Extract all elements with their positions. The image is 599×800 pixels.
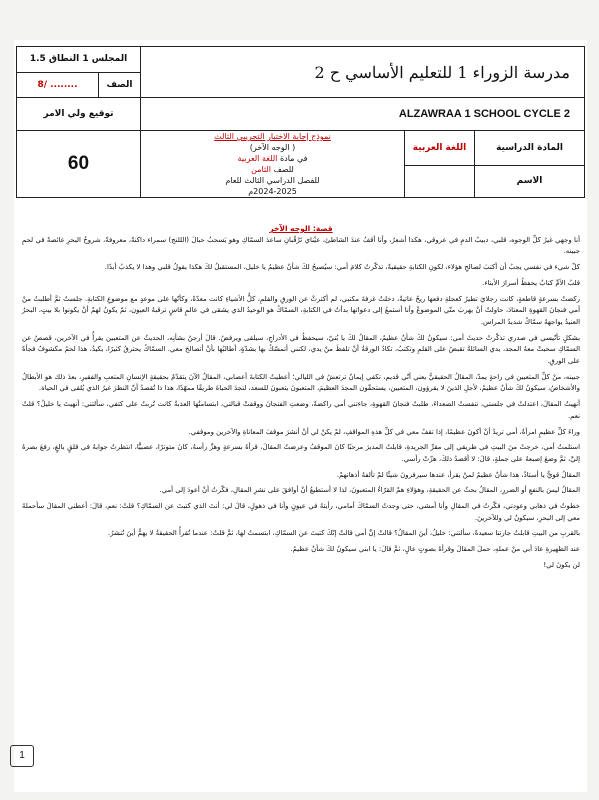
story-paragraph: أنا وجهي غيرُ كلِّ الوجوه، قلبي، دبيبُ الدمِ في عروقي، هكذا أشعرُ، وأنا أقفُ عندَ الشاطئ، عيْناي تَرْقُبانِ ساعدَ السمّاكِ وهو يَسحبُ حبالَ (الللنج) سمراء داكنةً، معروفةً، شروخُ البحرِ غائصةً في لحمِ جبينه. xyxy=(22,235,580,256)
page-number: 1 xyxy=(10,745,34,767)
story-paragraph: لن يكونَ لي! xyxy=(543,560,580,569)
school-name-en: ALZAWRAA 1 SCHOOL CYCLE 2 xyxy=(141,98,585,131)
story-paragraph: أنهيتُ المقالَ، اعتدلتُ في جلستي، تنفستُ الصعداءَ، طلبتُ فنجانَ القهوةِ، جاءتني أمي راكضةً، وضعتِ الفنجانَ ووقفتْ قبالتي، ابتسامتُها العذبةُ كانت تُربتُ على كتفي، سألتني: أنهيتَ يا خليلُ؟ قلتُ نعم. xyxy=(22,400,580,420)
council-cell xyxy=(17,47,141,73)
subject-value: اللغة العربية xyxy=(405,131,475,166)
story-paragraph: بشكلٍ تأنّيسي في صدري تذكّرتُ حديثَ أمي: سيكونُ لكَ شأنٌ عظيمٌ، المقالُ لكَ يا بُنيّ، سيحفظُ في الأدراجِ، سيلقى ويرفضُ. قالَ أرجنُ بشأنِه، الحديثُ عن المتعبين يقرأُ في الآخرين، قصصٌ عن السمّاكِ سحبتْ معهُ المجد، يدي السائلةُ تقبضُ على القلمِ وتكتبُ، تكادُ الورقةُ أنْ تلفظَ منْ يدي، لكنني أتمسّكُ بها بشدّةٍ، أطالبُها بأنْ أتصالحَ معي. السمّاكُ يحترقُ كثيرًا، يكيدُ، هذا لحمٌ مكشوفٌ فجأةً على الورقِ. xyxy=(22,333,580,366)
exam-header-table xyxy=(16,46,585,198)
school-name-ar: مدرسة الزوراء 1 للتعليم الأساسي ح 2 xyxy=(141,47,585,98)
exam-title-block xyxy=(141,131,405,198)
exam-subject: اللغة العربية xyxy=(237,154,278,163)
story-paragraph: جبينه، منْ كلِّ المتعبين في راحةٍ يمدّ، المقالُ الحقيقيُّ يعني أنّي قديم، تكفي إيمانٌ ترتعشُ في الليالي؛ أعطيتُ الكتابةَ أعصابي، المقالُ الآنَ يتقدّمُ بحقيقةٍ الإنسانِ المتعبِ والفقيرِ، بعدَ ذلك هو الأبطالُ والأشخاصُ، سيكونُ لكَ شأنٌ عظيمٌ، لأجلِ الذينَ لا يقرؤون، المتعبين، يستحقّون المجدَ العظيمَ، المتعبونَ يتعبونَ للسعد، لتجدَ الحياةَ طريقًا ممهّدًا، هذا ذا تُقصدُ أنّ النظرَ غيرُ الذي يُلقى في الحياة. xyxy=(22,372,580,393)
exam-version: ( الوجه الآخر) xyxy=(249,143,296,152)
class-label: الصف xyxy=(99,72,141,98)
exam-grade: الثامن xyxy=(251,165,272,174)
story-paragraph: استلمتُ أمي، خرجتُ منَ البيتِ في طريقي إلى مقرِّ الجريدةِ، قابلتُ المديرَ مرحبًا كانَ الموقفُ وعرضتُ المقالَ، قرأهُ بسرعةٍ وهزَّ رأسهُ، كانَ متوترًا، عصبيًّا، انتظرتُ جوابهُ في قلقٍ بالغٍ، رفعَ بصرهُ إليَّ، ثمَّ وضعَ إصبعهُ على جملةٍ، قالَ: لا أقصدُ ذلكَ، هزّتْ رأسي. xyxy=(22,443,580,463)
exam-grade-prefix: للصف xyxy=(273,165,294,174)
story-paragraph: كلّ شيء في نفسي يجبُ أن أكتبَ لصالحِ هؤلاء، لكونِ الكتابةِ حقيقيةً، تذكّرتُ كلامَ أمي: سيُصبحُ لكَ شأنٌ عظيمٌ يا خليل، المستقبلُ لكَ هكذا يقولُ قلبي وهذا لا يكذبُ أبدًا. xyxy=(104,263,580,272)
exam-subject-prefix: في مادة xyxy=(279,154,308,163)
story-paragraph: عند الظهيرةِ عادَ أبي منْ عملهِ، حملَ المقالَ وقرأهُ بصوتٍ عالٍ، ثمَّ قالَ: يا ابني سيكونُ لكَ شأنٌ عظيمٌ. xyxy=(290,545,580,554)
story-text xyxy=(22,223,580,576)
story-paragraph: وراءَ كلِّ عظيمٍ امرأةٌ، أمي تريدُ أنْ أكونَ عظيمًا، إذا تقفُ معي في كلِّ هذهِ المواقفِ، لمْ يكنْ لي أنْ أنشرَ موقفَ المعاناةِ والآخرين وموقفي. xyxy=(188,427,580,436)
story-paragraph: خطوتُ في ذهابي وعودتي، فكّرتُ في المقالِ وأنا أمشي، حتى وجدتُ السمّاكَ أمامي، رأيتهُ في عيونٍ وأنا في ذهولٍ، قالَ لي: أنتَ الذي كتبتَ عن السمّاكِ؟ قلتُ: نعم، قالَ: أعطني المقالَ سأحملهُ معي إلى البحرِ، سيكونُ لي وللآخرينَ. xyxy=(22,502,580,522)
name-field[interactable] xyxy=(405,165,475,197)
story-paragraph: بالقربِ من البيتِ قابلتُ جارتنا سعيدةً، سألتني: خليلُ، أينَ المقالُ؟ قالتْ إنَّ أمي قالتْ إنّكَ كتبتَ عن السمّاكِ، ابتسمتُ لها، ثمَّ قلتُ: عندما تُقرأُ الحقيقةُ لا يهمُّ أينَ تُنشرُ. xyxy=(108,529,580,538)
subject-label: المادة الدراسية xyxy=(475,131,585,166)
exam-page xyxy=(14,40,587,792)
council-label: المجلس 1 النطاق 1.5 xyxy=(29,54,128,65)
story-paragraph: المقالُ قويٌّ يا أستاذُ، هذا شأنٌ عظيمٌ لمنْ يقرأ، عندها سيرفرونَ شيئًا لمْ تألفهُ أذهانهمْ. xyxy=(336,470,580,479)
guardian-signature-label: توقيع ولي الامر xyxy=(17,98,141,131)
story-paragraph: قلبُ الأمِّ كتابٌ يحفظُ أسرارَ الأبناء. xyxy=(482,278,580,287)
score-box: 60 xyxy=(17,131,141,198)
exam-term: للفصل الدراسي الثالث للعام xyxy=(225,176,320,185)
name-label: الاسم xyxy=(475,165,585,197)
exam-year: 2024-2025م xyxy=(248,187,297,196)
class-value: ........ /8 xyxy=(17,72,99,98)
story-title: قصة: الوجه الآخر xyxy=(269,224,333,233)
story-paragraph: المقالُ ليسَ بالنفعِ أو الضررِ، المقالُ بحثٌ عن الحقيقةِ، وهؤلاءِ همْ القرّاءُ المتعبونَ، لذا لا أستطيعُ أنْ أوافقَ على نشرِ المقالِ، فكّرتُ أنْ أعودَ إلى أمي. xyxy=(159,486,580,495)
story-paragraph: ركضتُ بسرعةٍ قاطعةٍ، كانت رجلايَ تطيرُ كعجلةِ دفعها ريحٌ عاتيةٌ، دخلتُ غرفةَ مكتبي، لم أكترثْ عن الورقِ والقلمِ، كلُّ الأشياءِ كانت معدّةً، وكأنّها على موعدٍ مع موضوعِ الكتابةِ. جلستُ ثمَّ أطلبتُ منْ أمي فنجانَ القهوةِ المعتادَ، حاولتُ أنْ يهربَ منّي الموضوعُ وأنا أستمعُ إلى دعواتها بدأتُ في الكتابةِ، السمّاكُ هو الوحيدُ الذي يشقى في عالمٍ قاسٍ ترقبهُ العيون، ثمّ يكونُ لهمْ أنْ يكونوا بلا بيتٍ، البحرُ العنيدُ يواجههُ سمّاكٌ شديدُ المراس. xyxy=(22,294,580,326)
exam-title: نموذج إجابة الاختبار التجريبي الثالث xyxy=(214,132,331,141)
